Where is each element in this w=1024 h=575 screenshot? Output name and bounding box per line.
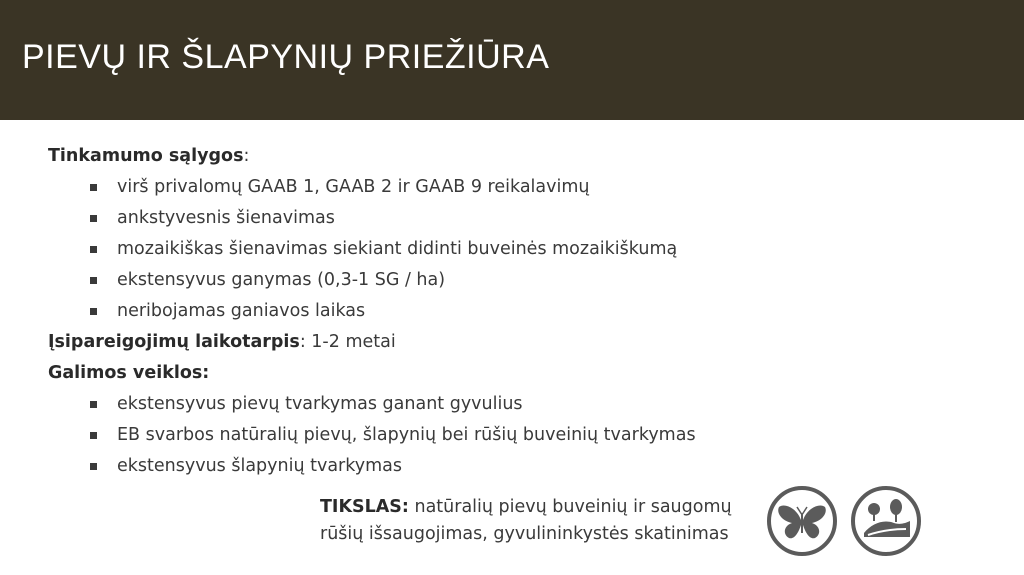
period-label: Įsipareigojimų laikotarpis [48, 332, 300, 352]
goal-line-1 [320, 494, 732, 521]
bullet-square-icon [90, 215, 97, 222]
list-item [48, 172, 1008, 203]
list-item-text: ekstensyvus šlapynių tvarkymas [117, 456, 403, 476]
bullet-square-icon [90, 401, 97, 408]
goal-label: TIKSLAS: [320, 497, 409, 517]
list-item-text: EB svarbos natūralių pievų, šlapynių bei rūšių buveinių tvarkymas [117, 425, 696, 445]
bullet-square-icon [90, 308, 97, 315]
period-line [48, 327, 1008, 358]
list-item-text: mozaikiškas šienavimas siekiant didinti buveinės mozaikiškumą [117, 239, 678, 259]
list-item-text: ekstensyvus pievų tvarkymas ganant gyvulius [117, 394, 523, 414]
goal-text-2: rūšių išsaugojimas, gyvulininkystės skatinimas [320, 524, 729, 544]
goal-text-1: natūralių pievų buveinių ir saugomų [408, 497, 732, 517]
landscape-icon [850, 485, 922, 557]
bullet-square-icon [90, 184, 97, 191]
header-bar [0, 0, 1024, 120]
conditions-suffix: : [243, 146, 250, 166]
conditions-label: Tinkamumo sąlygos [48, 146, 244, 166]
list-item [48, 203, 1008, 234]
bullet-square-icon [90, 277, 97, 284]
period-value: : 1-2 metai [299, 332, 396, 352]
list-item [48, 420, 1008, 451]
list-item [48, 451, 1008, 482]
list-item-text: ekstensyvus ganymas (0,3-1 SG / ha) [117, 270, 446, 290]
activities-label: Galimos veiklos: [48, 363, 210, 383]
conditions-list [48, 172, 1008, 327]
goal-statement [320, 494, 732, 548]
activities-heading [48, 358, 1008, 389]
list-item [48, 234, 1008, 265]
list-item-text: neribojamas ganiavos laikas [117, 301, 366, 321]
list-item-text: ankstyvesnis šienavimas [117, 208, 335, 228]
page-title: PIEVŲ IR ŠLAPYNIŲ PRIEŽIŪRA [22, 38, 550, 76]
activities-list [48, 389, 1008, 482]
list-item [48, 296, 1008, 327]
bullet-square-icon [90, 432, 97, 439]
conditions-heading [48, 141, 1008, 172]
list-item-text: virš privalomų GAAB 1, GAAB 2 ir GAAB 9 reikalavimų [117, 177, 590, 197]
butterfly-icon [766, 485, 838, 557]
content-body [48, 141, 1008, 482]
bullet-square-icon [90, 463, 97, 470]
list-item [48, 265, 1008, 296]
bullet-square-icon [90, 246, 97, 253]
list-item [48, 389, 1008, 420]
